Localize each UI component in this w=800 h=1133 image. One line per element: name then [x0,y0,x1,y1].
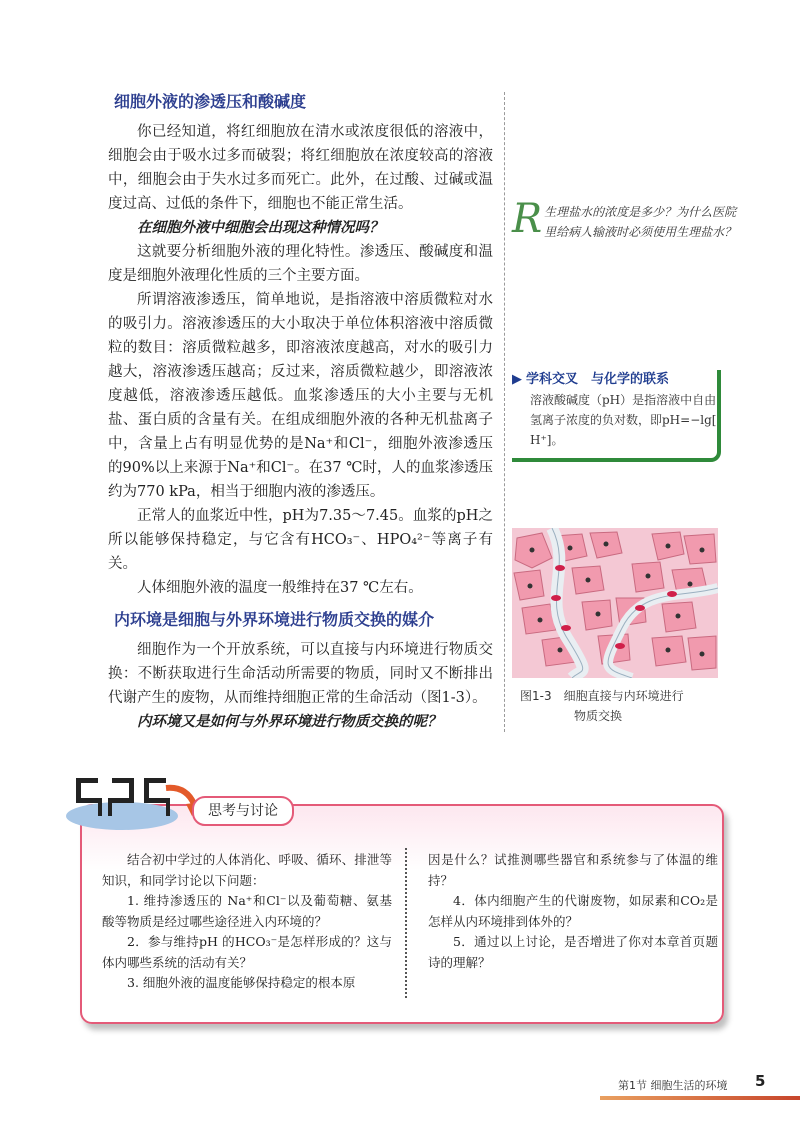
discussion-right-column [428,850,718,973]
paragraph: 所谓溶液渗透压，简单地说，是指溶液中溶质微粒对水的吸引力。溶液渗透压的大小取决于单位体积溶液中溶质微粒的数目：溶质微粒越多，即溶液浓度越高，对水的吸引力越大，溶液渗透压越高；反过来，溶质微粒越少，即溶液浓度越低，溶液渗透压越低。血浆渗透压的大小主要与无机盐、蛋白质的含量有关。在组成细胞外液的各种无机盐离子中，含量上占有明显优势的是Na⁺和Cl⁻，细胞外液渗透压的90%以上来源于Na⁺和Cl⁻。在37 ℃时，人的血浆渗透压约为770 kPa，相当于细胞内液的渗透压。 [108,292,493,500]
discussion-intro: 结合初中学过的人体消化、呼吸、循环、排泄等知识，和同学讨论以下问题： [102,852,392,888]
discussion-question-2: 2．参与维持pH 的HCO₃⁻是怎样形成的？这与体内哪些系统的活动有关？ [102,934,392,970]
decorative-initial: R [512,196,543,242]
paragraph: 正常人的血浆近中性，pH为7.35～7.45。血浆的pH之所以能够保持稳定，与它含有HCO₃⁻、HPO₄²⁻等离子有关。 [108,508,493,572]
paragraph: 这就要分析细胞外液的理化特性。渗透压、酸碱度和温度是细胞外液理化性质的三个主要方面。 [108,244,493,284]
footer-section-title: 第1节 细胞生活的环境 [618,1079,728,1092]
column-divider [504,92,506,732]
cell-exchange-illustration [512,528,718,678]
cross-body: 溶液酸碱度（pH）是指溶液中自由氢离子浓度的负对数，即pH=−lg[ H⁺]。 [530,393,717,447]
discussion-question-5: 5．通过以上讨论，是否增进了你对本章首页题诗的理解？ [428,934,718,970]
discussion-left-column [102,850,392,994]
discussion-question-4: 4．体内细胞产生的代谢废物，如尿素和CO₂是怎样从内环境排到体外的？ [428,893,718,929]
question: 内环境又是如何与外界环境进行物质交换的呢？ [137,713,442,730]
cross-title: ▶ 学科交叉 与化学的联系 [512,372,670,387]
discussion-chairs-icon [62,768,202,832]
section-heading-osmotic: 细胞外液的渗透压和酸碱度 [114,92,307,111]
paragraph: 你已经知道，将红细胞放在清水或浓度很低的溶液中，细胞会由于吸水过多而破裂；将红细胞放在浓度较高的溶液中，细胞会由于失水过多而死亡。此外，在过酸、过碱或温度过高、过低的条件下，细胞也不能正常生活。 [108,124,493,212]
discussion-label: 思考与讨论 [192,796,294,826]
discussion-question-3: 3. 细胞外液的温度能够保持稳定的根本原 [127,975,356,990]
page-number: 5 [755,1072,766,1090]
main-text-column [108,90,493,734]
discussion-question-3-cont: 因是什么？试推测哪些器官和系统参与了体温的维持？ [428,852,718,888]
section-heading-exchange: 内环境是细胞与外界环境进行物质交换的媒介 [114,610,435,629]
question: 在细胞外液中细胞会出现这种情况吗？ [137,219,384,236]
figure-caption: 图1-3 细胞直接与内环境进行 物质交换 [520,689,684,723]
discussion-question-1: 1. 维持渗透压的 Na⁺和Cl⁻以及葡萄糖、氨基酸等物质是经过哪些途径进入内环境的？ [102,893,392,929]
paragraph: 人体细胞外液的温度一般维持在37 ℃左右。 [137,580,423,596]
cross-discipline-box [512,370,721,462]
side-note [512,196,742,242]
paragraph: 细胞作为一个开放系统，可以直接与内环境进行物质交换：不断获取进行生命活动所需要的物质，同时又不断排出代谢产生的废物，从而维持细胞正常的生命活动（图1-3）。 [108,642,493,706]
column-dots-divider [405,848,413,998]
side-note-text: 生理盐水的浓度是多少？为什么医院里给病人输液时必须使用生理盐水？ [544,205,737,239]
triangle-icon: ▶ [512,372,522,387]
footer-bar [600,1096,800,1100]
